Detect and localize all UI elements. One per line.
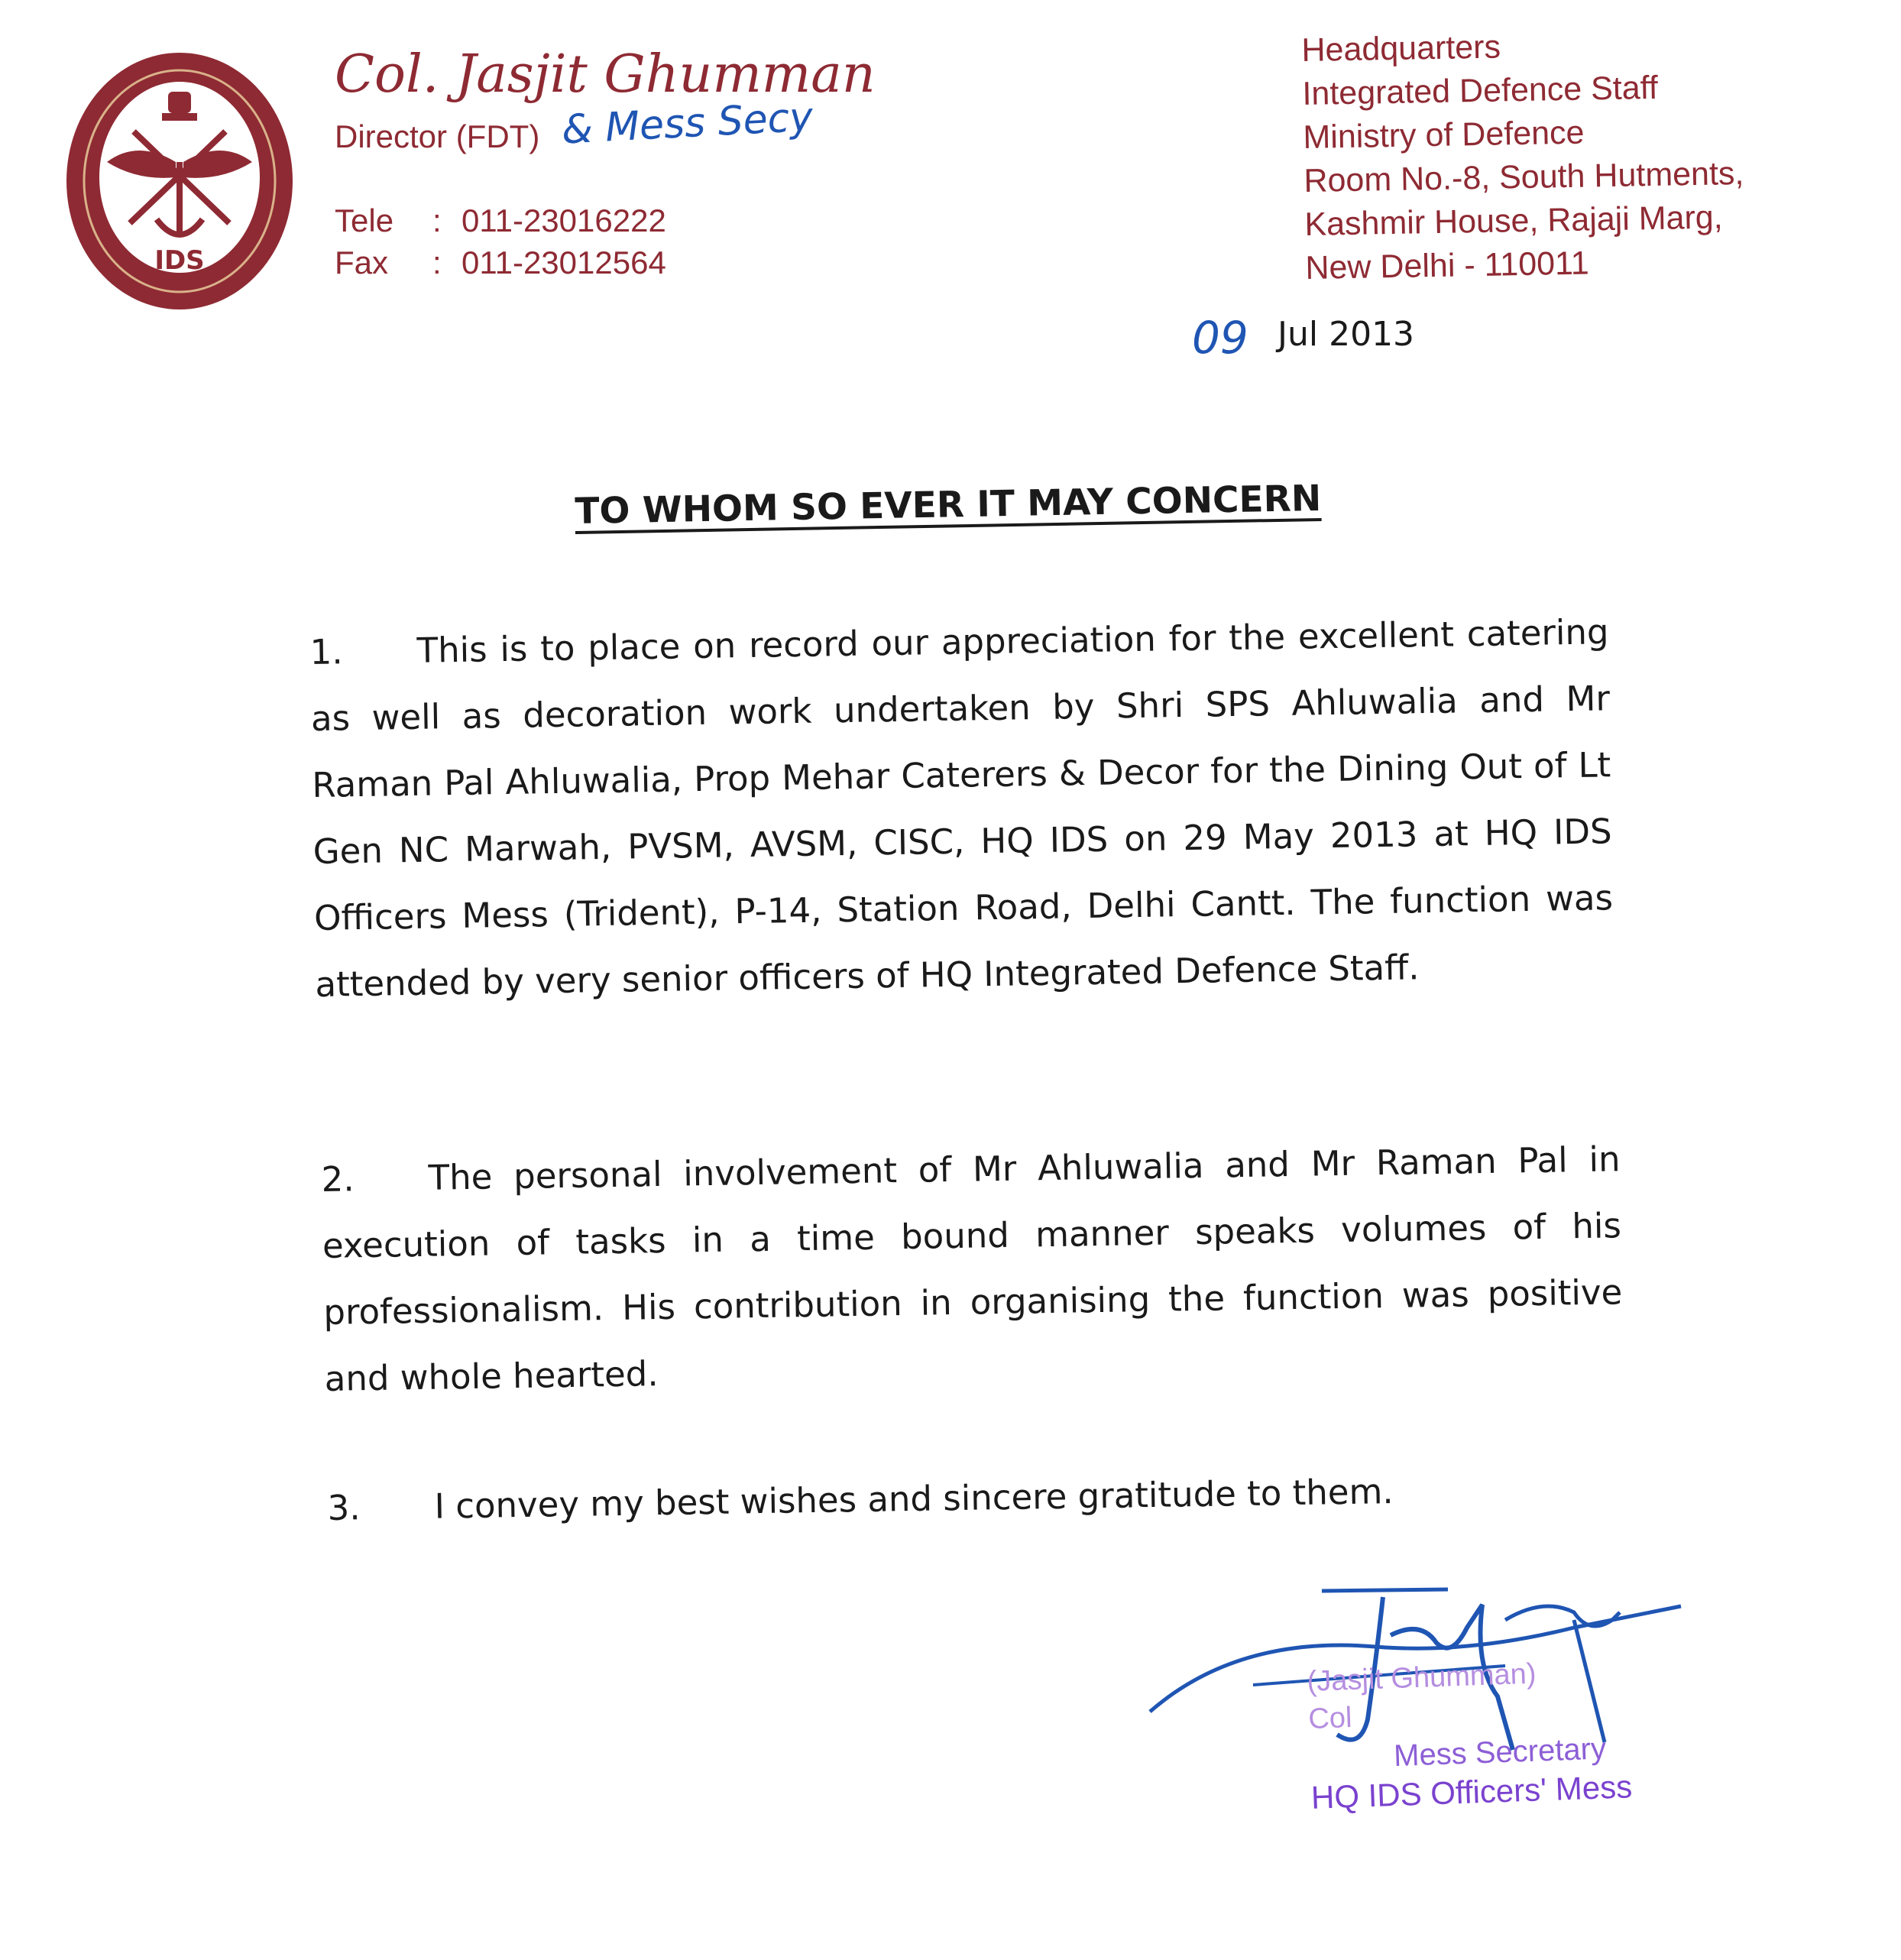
address-line: Room No.-8, South Hutments, <box>1303 154 1744 199</box>
paragraph-text: The personal involvement of Mr Ahluwalia and Mr Raman Pal in execution of tasks in a time bound manner speaks volumes of his professionalism. His contribution in organising the function was positive and whole hearted. <box>322 1139 1623 1399</box>
paragraph-text: I convey my best wishes and sincere gratitude to them. <box>434 1471 1394 1527</box>
telephone-row <box>335 202 666 239</box>
paragraph-number: 2. <box>321 1158 355 1200</box>
date-day-handwritten: 09 <box>1192 312 1248 364</box>
ids-emblem <box>61 47 298 318</box>
fax-separator: : <box>432 245 442 280</box>
address-line: Kashmir House, Rajaji Marg, <box>1304 199 1724 243</box>
office-address <box>1301 19 1871 290</box>
stamp-rank: Col <box>1307 1701 1353 1735</box>
tele-label: Tele <box>335 202 394 238</box>
tele-separator: : <box>432 202 442 238</box>
paragraph-2 <box>321 1126 1624 1412</box>
fax-number: 011-23012564 <box>461 245 666 280</box>
designation: Director (FDT) <box>335 118 540 154</box>
paragraph-1 <box>309 598 1614 1018</box>
date-month-year: Jul 2013 <box>1278 315 1415 354</box>
stamp-name: (Jasjit Ghumman) <box>1307 1657 1537 1698</box>
paragraph-number: 3. <box>327 1487 361 1528</box>
stamp-unit: HQ IDS Officers' Mess <box>1310 1768 1633 1816</box>
fax-row <box>335 245 666 281</box>
handwritten-designation: & Mess Secy <box>560 94 814 154</box>
address-line: Ministry of Defence <box>1303 114 1585 156</box>
paragraph-3 <box>327 1454 1627 1541</box>
tele-number: 011-23016222 <box>461 202 666 238</box>
address-line: Integrated Defence Staff <box>1302 69 1659 112</box>
letter-heading: TO WHOM SO EVER IT MAY CONCERN <box>575 477 1322 533</box>
address-line: Headquarters <box>1301 28 1501 69</box>
fax-label: Fax <box>335 245 389 280</box>
officer-name: Col. Jasjit Ghumman <box>335 44 876 105</box>
paragraph-number: 1. <box>309 631 344 672</box>
paragraph-text: This is to place on record our appreciation for the excellent catering as well as decoration work undertaken by Shri SPS Ahluwalia and Mr Raman Pal Ahluwalia, Prop Mehar Caterers & Decor for the Dining Out of Lt Gen NC Marwah, PVSM, AVSM, CISC, HQ IDS on 29 May 2013 at HQ IDS Officers Mess (Trident), P-14, Station Road, Delhi Cantt. The function was attended by very senior officers of HQ Integrated Defence Staff. <box>310 611 1614 1005</box>
stamp-appointment: Mess Secretary <box>1393 1732 1607 1774</box>
emblem-label: IDS <box>154 245 205 276</box>
mess-secretary-stamp <box>1307 1652 1709 1816</box>
address-line: New Delhi - 110011 <box>1305 245 1590 287</box>
